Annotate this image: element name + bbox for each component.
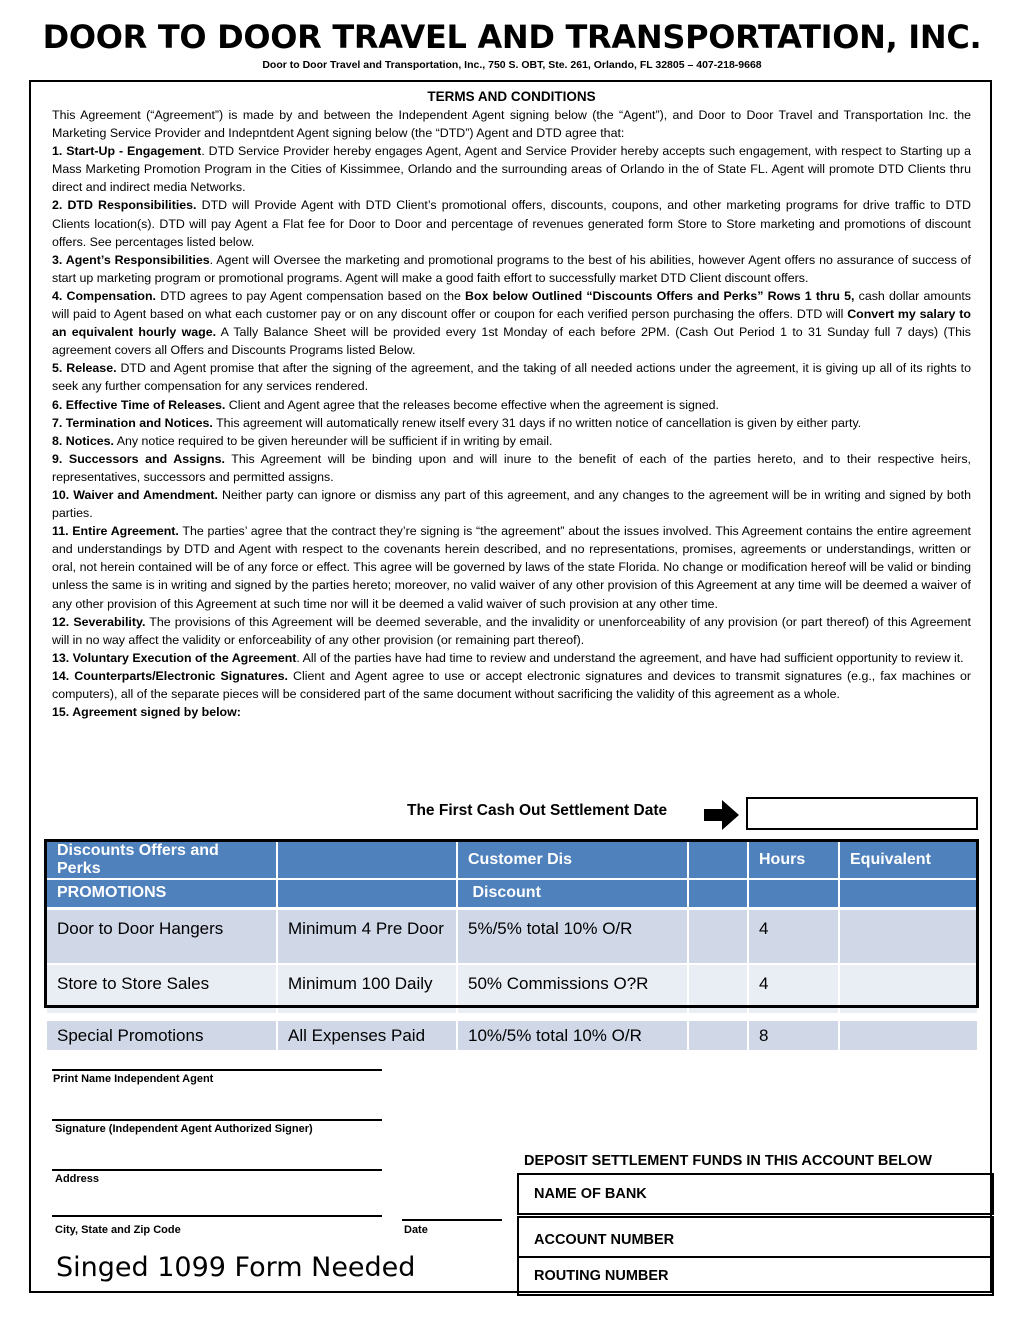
subheader-cell bbox=[688, 879, 748, 908]
clause-6 bbox=[52, 396, 971, 414]
clause-title: 12. Severability. bbox=[52, 614, 146, 629]
subheader-cell bbox=[839, 879, 978, 908]
table-cell bbox=[839, 964, 978, 1017]
table-cell bbox=[688, 908, 748, 964]
clause-title: 15. Agreement signed by below: bbox=[52, 705, 241, 720]
arrow-right-icon bbox=[704, 799, 740, 831]
table-cell bbox=[839, 908, 978, 964]
clause-title: 4. Compensation. bbox=[52, 288, 157, 303]
city-state-zip-label: City, State and Zip Code bbox=[55, 1224, 181, 1236]
table-cell: Special Promotions bbox=[46, 1017, 277, 1051]
clause-text: Client and Agent agree to use or accept electronic signatures and devices to transmit signatures (e.g., fax machines or computers), all of the separate pieces will be considered part of the same document without sacrificing the validity of this agreement as a whole. bbox=[52, 668, 971, 701]
discounts-perks-table bbox=[45, 840, 979, 1052]
clause-title: 10. Waiver and Amendment. bbox=[52, 487, 219, 502]
routing-number-field[interactable] bbox=[517, 1256, 994, 1296]
date-label: Date bbox=[404, 1224, 428, 1236]
table-header-row bbox=[46, 841, 978, 879]
clause-text: DTD and Agent promise that after the signing of the agreement, and the taking of all needed actions under the agreement, it is giving up all of its rights to seek any further compensation for any services rendered. bbox=[52, 361, 971, 394]
header-cell: Hours bbox=[748, 841, 839, 879]
clause-2 bbox=[52, 196, 971, 250]
table-cell: 50% Commissions O?R bbox=[457, 964, 688, 1017]
cashout-date-label: The First Cash Out Settlement Date bbox=[407, 802, 668, 819]
company-address: Door to Door Travel and Transportation, Inc., 750 S. OBT, Ste. 261, Orlando, FL 32805 – 407-218-9668 bbox=[262, 59, 762, 71]
table-cell bbox=[688, 964, 748, 1017]
print-name-label: Print Name Independent Agent bbox=[53, 1073, 214, 1085]
clause-4 bbox=[52, 287, 971, 359]
clause-title: 13. Voluntary Execution of the Agreement bbox=[52, 650, 297, 665]
table-cell: 5%/5% total 10% O/R bbox=[457, 908, 688, 964]
table-cell: Door to Door Hangers bbox=[46, 908, 277, 964]
clause-13 bbox=[52, 649, 971, 667]
address-label: Address bbox=[55, 1173, 100, 1185]
clause-11 bbox=[52, 522, 971, 612]
clause-15 bbox=[52, 703, 971, 721]
terms-intro: This Agreement (“Agreement”) is made by and between the Independent Agent signing below (the “Agent”), and Door to Door Travel and Transportation Inc. the Marketing Service Provider and Indepntdent Agent signing below (the “DTD”) Agent and DTD agree that: bbox=[52, 108, 971, 141]
terms-heading: TERMS AND CONDITIONS bbox=[427, 89, 596, 104]
clause-title: 7. Termination and Notices. bbox=[52, 415, 213, 430]
clause-title: 14. Counterparts/Electronic Signatures. bbox=[52, 668, 288, 683]
table-row bbox=[46, 1017, 978, 1051]
header-cell bbox=[277, 841, 457, 879]
subheader-cell bbox=[277, 879, 457, 908]
clause-emphasis: Box below Outlined “Discounts Offers and Perks” Rows 1 thru 5, bbox=[465, 288, 855, 303]
clause-text: . DTD Service Provider hereby engages Agent, Agent and Service Provider hereby accepts such engagement, with respect to Starting up a Mass Marketing Promotion Program in the Cities of Kissimmee, Orlando and the surrounding areas of Orlando in the of State FL. Agent will promote DTD Clients thru direct and indirect media Networks. bbox=[52, 144, 971, 195]
clause-3 bbox=[52, 251, 971, 287]
clause-text: The parties’ agree that the contract they’re signing is “the agreement” about the issues involved. This Agreement contains the entire agreement and understandings by DTD and Agent with respect to the covenants herein described, and no representations, promises, agreements or understandings, written or oral, not herein contained will be of any force or effect. This agree will be governed by laws of the state Florida. No change or modification hereof will be valid or binding unless the same is in writing and signed by the parties hereto; moreover, no valid waiver of any other provision of this Agreement at any time will be deemed a waiver of any other provision of this Agreement at such time nor will it be deemed a valid waiver of such provision at any other time. bbox=[52, 524, 972, 611]
clause-text: cash dollar amounts will paid to Agent based on what each customer pay or on any discount offer or coupon for each verified person purchasing the offers. DTD will bbox=[52, 288, 971, 322]
deposit-heading: DEPOSIT SETTLEMENT FUNDS IN THIS ACCOUNT BELOW bbox=[524, 1153, 932, 1169]
clause-title: 9. Successors and Assigns. bbox=[52, 451, 225, 466]
clause-text: The provisions of this Agreement will be deemed severable, and the invalidity or unenforceability of any provision (or part thereof) of this Agreement will in no way affect the validity or enforceability of any other provision (or remaining part thereof). bbox=[52, 614, 971, 647]
city-state-zip-line[interactable] bbox=[52, 1215, 382, 1217]
document-title: DOOR TO DOOR TRAVEL AND TRANSPORTATION, INC. bbox=[42, 18, 982, 56]
clause-title: 6. Effective Time of Releases. bbox=[52, 397, 226, 412]
account-number-field[interactable] bbox=[517, 1216, 994, 1258]
clause-title: 2. DTD Responsibilities. bbox=[52, 198, 197, 213]
clause-text: . All of the parties have had time to review and understand the agreement, and have had sufficient opportunity to review it. bbox=[296, 650, 964, 665]
cashout-date-field[interactable] bbox=[746, 797, 978, 830]
signature-line[interactable] bbox=[52, 1119, 382, 1121]
routing-number-label: ROUTING NUMBER bbox=[534, 1268, 669, 1284]
signature-label: Signature (Independent Agent Authorized Signer) bbox=[55, 1123, 313, 1135]
clause-text: This agreement will automatically renew itself every 31 days if no written notice of cancellation is given by either party. bbox=[212, 415, 862, 430]
clause-text: . Agent will Oversee the marketing and promotional programs to the best of his abilities, however Agent offers no assurance of success of start up marketing program or promotional programs. Agent will make a good faith effort to successfully market DTD Client discount offers. bbox=[52, 252, 971, 285]
clause-text: This Agreement will be binding upon and will inure to the benefit of each of the parties hereto, and to their respective heirs, representatives, successors and permitted assigns. bbox=[52, 451, 971, 484]
clause-text: Any notice required to be given hereunder will be sufficient if in writing by email. bbox=[113, 433, 553, 448]
bank-name-label: NAME OF BANK bbox=[534, 1186, 647, 1202]
clause-text: A Tally Balance Sheet will be provided every 1st Monday of each before 2PM. (Cash Out Period 1 to 31 Sunday full 7 days) (This agreement covers all Offers and Discounts Programs listed Below. bbox=[52, 325, 971, 358]
table-cell bbox=[277, 964, 457, 1017]
table-cell: 4 bbox=[748, 964, 839, 1017]
bank-name-field[interactable] bbox=[517, 1173, 994, 1215]
clause-text: Neither party can ignore or dismiss any part of this agreement, and any changes to the agreement will be in writing and signed by both parties. bbox=[52, 487, 971, 521]
clause-text: Client and Agent agree that the releases become effective when the agreement is signed. bbox=[225, 397, 719, 412]
table-cell: Store to Store Sales bbox=[46, 964, 277, 1017]
table-cell bbox=[688, 1017, 748, 1051]
clause-9 bbox=[52, 450, 971, 486]
subheader-cell bbox=[748, 879, 839, 908]
subheader-cell: Discount bbox=[457, 879, 688, 908]
clause-title: 5. Release. bbox=[52, 361, 117, 376]
clause-1 bbox=[52, 142, 971, 196]
clause-7 bbox=[52, 414, 971, 432]
clause-title: 11. Entire Agreement. bbox=[52, 524, 179, 539]
subheader-cell: PROMOTIONS bbox=[46, 879, 277, 908]
table-cell: 8 bbox=[748, 1017, 839, 1051]
form-1099-note: Singed 1099 Form Needed bbox=[56, 1252, 416, 1283]
clause-8 bbox=[52, 432, 971, 450]
table-cell: 4 bbox=[748, 908, 839, 964]
table-subheader-row bbox=[46, 879, 978, 908]
date-line[interactable] bbox=[402, 1219, 502, 1221]
clause-text: DTD agrees to pay Agent compensation based on the bbox=[156, 288, 466, 303]
clause-14 bbox=[52, 667, 971, 703]
address-line[interactable] bbox=[52, 1169, 382, 1171]
table-cell: 10%/5% total 10% O/R bbox=[457, 1017, 688, 1051]
header-cell: Equivalent bbox=[839, 841, 978, 879]
table-row bbox=[46, 908, 978, 964]
print-name-line[interactable] bbox=[52, 1069, 382, 1071]
clause-5 bbox=[52, 359, 971, 395]
account-number-label: ACCOUNT NUMBER bbox=[534, 1232, 675, 1248]
clause-10 bbox=[52, 486, 971, 522]
header-cell: Customer Dis bbox=[457, 841, 688, 879]
clause-title: 3. Agent’s Responsibilities bbox=[52, 252, 210, 267]
header-cell bbox=[688, 841, 748, 879]
clause-emphasis: Convert my salary to an equivalent hourly wage. bbox=[52, 307, 971, 340]
clause-12 bbox=[52, 613, 971, 649]
terms-section bbox=[52, 88, 971, 721]
table-cell: Minimum 4 Pre Door bbox=[277, 908, 457, 964]
clause-text: DTD will Provide Agent with DTD Client’s promotional offers, discounts, coupons, and other marketing programs for drive traffic to DTD Clients location(s). DTD will pay Agent a Flat fee for Door to Door and percentage of revenues generated form Store to Store marketing and promotions of discount offers. See percentages listed below. bbox=[52, 198, 971, 249]
clause-title: 8. Notices. bbox=[52, 433, 114, 448]
table-cell bbox=[839, 1017, 978, 1051]
header-cell: Discounts Offers and Perks bbox=[46, 841, 277, 879]
clause-title: 1. Start-Up - Engagement bbox=[52, 144, 202, 159]
table-cell-text: Minimum 100 Daily bbox=[288, 974, 433, 993]
table-row bbox=[46, 964, 978, 1017]
table-cell: All Expenses Paid bbox=[277, 1017, 457, 1051]
